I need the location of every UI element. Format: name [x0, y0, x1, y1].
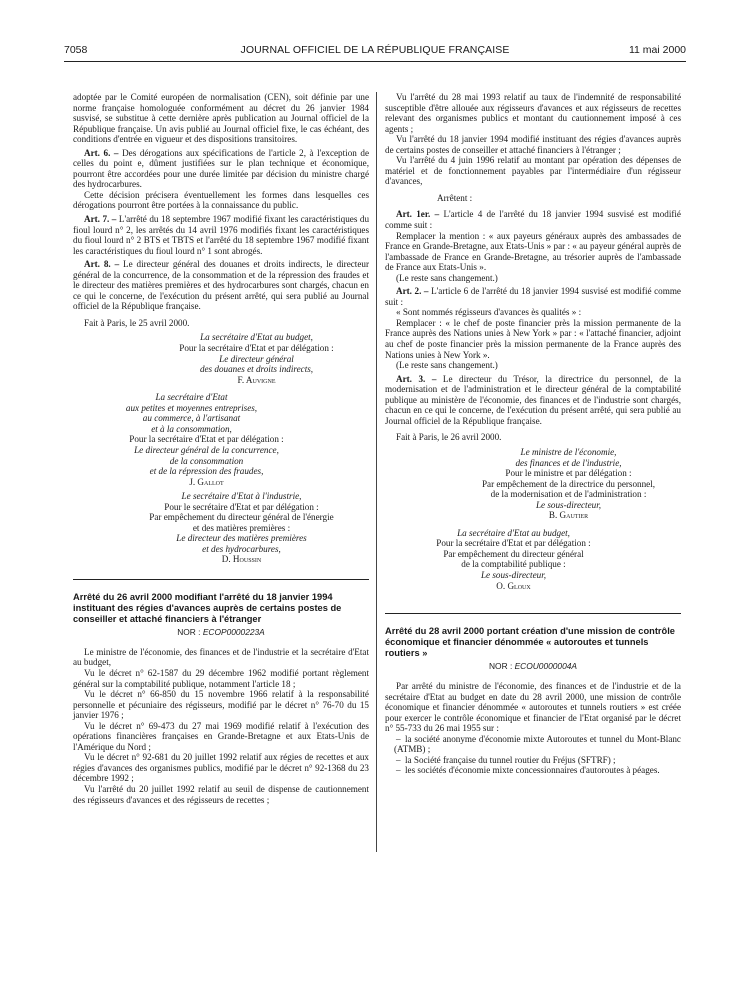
article-label: Art. 2. – — [396, 286, 429, 297]
paragraph: Remplacer : « le chef de poste financier près la mission permanente de la France auprès des Nations unies à New York » par : « l'attaché financier, adjoint au chef de poste financier près la mission permanente de la France auprès des Nations unies à New York ». — [385, 317, 681, 360]
paragraph: Remplacer la mention : « aux payeurs généraux auprès des ambassades de France en Grande-Bretagne, aux Etats-Unis » par : « au payeur général auprès de l'ambassade de France en Grande-Bretagne, au trésorier auprès de l'ambassade de France aux Etats-Unis ». — [385, 230, 681, 273]
visa-paragraph: Vu l'arrêté du 18 janvier 1994 modifié instituant des régies d'avances auprès de certains postes de conseiller et attaché financiers à l'étranger ; — [385, 134, 681, 155]
visa-paragraph: Vu le décret n° 69-473 du 27 mai 1969 modifié relatif à l'exécution des opérations financières françaises en Grande-Bretagne et aux Etats-Unis de l'Amérique du Nord ; — [73, 720, 369, 752]
article-text: Des dérogations aux spécifications de l'article 2, à l'exception de celles du point e, dûment justifiées sur le plan technique et économique, pourront être accordées pour une durée limitée par décision du ministre chargé des hydrocarbures. — [73, 147, 369, 190]
right-column — [385, 92, 681, 776]
article-text: L'article 4 de l'arrêté du 18 janvier 1994 susvisé est modifié comme suit : — [385, 209, 681, 231]
signature-line: Pour la secrétaire d'Etat et par délégation : — [436, 538, 591, 549]
nor-reference — [73, 627, 369, 638]
article-label: Art. 7. – — [84, 214, 117, 225]
paragraph: « Sont nommés régisseurs d'avances ès qualités » : — [396, 307, 582, 318]
visa-paragraph: Vu l'arrêté du 28 mai 1993 relatif au taux de l'indemnité de responsabilité susceptible d'être allouée aux régisseurs d'avances et aux régisseurs de recettes relevant des organismes publics et montant du cautionnement imposé à ces agents ; — [385, 92, 681, 134]
signature-line: Le directeur général de la concurrence, — [134, 444, 279, 455]
paragraph: (Le reste sans changement.) — [396, 360, 498, 371]
paragraph: Par arrêté du ministre de l'économie, des finances et de l'industrie et de la secrétaire d'Etat au budget en date du 28 avril 2000, une mission de contrôle économique et financier dénommée « autoroutes et tunnels routiers » est créée pour exercer le contrôle économique et financier de l'Etat organisé par le décret n° 55-733 du 26 mai 1955 sur : — [385, 681, 681, 734]
signature-line: et à la consommation, — [151, 423, 232, 434]
signature-line: de la consommation — [169, 455, 244, 466]
signature-date: Fait à Paris, le 26 avril 2000. — [396, 432, 502, 443]
article-6 — [73, 148, 369, 190]
article-text: Le directeur du Trésor, la directrice du personnel, de la modernisation et de l'administration et le directeur général de la comptabilité publique au ministère de l'économie, des finances et de l'industrie sont chargés, chacun en ce qui le concerne, de l'exécution du présent arrêté, qui sera publié au Journal officiel de la République française. — [385, 373, 681, 426]
signatory-name: D. Houssin — [221, 554, 262, 565]
article-text: L'arrêté du 18 septembre 1967 modifié fixant les caractéristiques du fioul lourd n° 2, les arrêtés du 14 avril 1976 modifiés fixant les caractéristiques du fioul lourd n° 2 BTS et TBTS et l'arrêté du 18 septembre 1967 modifié fixant les caractéristiques du fioul lourd n° 1 sont abrogés. — [73, 214, 370, 256]
signature-line: de la comptabilité publique : — [461, 559, 566, 570]
signature-line: des douanes et droits indirects, — [199, 364, 314, 375]
signatory-name: O. Gloux — [496, 580, 531, 591]
signatory-name: J. Gallot — [189, 476, 224, 487]
signature-line: Le secrétaire d'Etat à l'industrie, — [181, 491, 302, 502]
header-rule — [64, 61, 686, 62]
signature-line: Le ministre de l'économie, — [520, 446, 617, 457]
article-8 — [73, 259, 369, 312]
signatory-name: F. Auvigne — [237, 374, 276, 385]
nor-label: NOR : — [489, 661, 515, 672]
article-3 — [385, 374, 681, 427]
signature-line: Pour la secrétaire d'Etat et par délégation : — [179, 343, 334, 354]
article-1 — [385, 209, 681, 230]
list-item: – les sociétés d'économie mixte concessionnaires d'autoroutes à péages. — [385, 765, 681, 776]
signature-line: Le sous-directeur, — [535, 499, 602, 510]
nor-reference — [385, 661, 681, 672]
decree-title: Arrêté du 26 avril 2000 modifiant l'arrêté du 18 janvier 1994 instituant des régies d'avances auprès de certains postes de conseiller et attaché financiers à l'étranger — [73, 579, 369, 624]
signature-line: et des hydrocarbures, — [202, 543, 281, 554]
article-text: L'article 6 de l'arrêté du 18 janvier 1994 susvisé est modifié comme suit : — [385, 286, 681, 307]
article-text: Le directeur général des douanes et droits indirects, le directeur général de la concurrence, de la consommation et de la répression des fraudes et le directeur des matières premières et des hydrocarbures sont chargés, chacun en ce qui le concerne, de l'exécution du présent arrêté, qui sera publié au Journal officiel de la République française. — [73, 259, 369, 312]
signature-block-budget — [385, 528, 681, 591]
paragraph: adoptée par le Comité européen de normalisation (CEN), soit définie par une norme française homologuée conformément au décret du 26 janvier 1984 susvisé, se substitue à cette dernière après publication au Journal officiel de la République française. Un avis publié au Journal officiel fixe, le cas échéant, des conditions d'entrée en vigueur et des dispositions transitoires. — [73, 92, 369, 145]
signature-line: Le directeur des matières premières — [176, 533, 307, 544]
signature-line: Le directeur général — [219, 353, 294, 364]
article-7 — [73, 214, 369, 256]
nor-label: NOR : — [177, 627, 203, 638]
article-label: Art. 1er. – — [396, 209, 440, 220]
signature-line: des finances et de l'industrie, — [515, 457, 622, 468]
signature-line: Pour le ministre et par délégation : — [505, 468, 632, 479]
signature-line: La secrétaire d'Etat — [155, 392, 228, 403]
signature-block-commerce — [73, 392, 369, 487]
signature-line: Par empêchement de la directrice du personnel, — [481, 478, 656, 489]
article-label: Art. 3. – — [396, 373, 437, 384]
signature-line: Le sous-directeur, — [480, 569, 547, 580]
left-column — [73, 92, 369, 805]
journal-title: JOURNAL OFFICIEL DE LA RÉPUBLIQUE FRANÇAISE — [240, 44, 510, 56]
issue-date: 11 mai 2000 — [628, 44, 686, 56]
signature-line: Pour le secrétaire d'Etat et par délégation : — [164, 501, 319, 512]
visa-paragraph: Le ministre de l'économie, des finances et de l'industrie et la secrétaire d'Etat au budget, — [73, 646, 369, 668]
visa-paragraph: Vu le décret n° 92-681 du 20 juillet 1992 relatif aux régies de recettes et aux régies d'avances des organismes publics, modifié par le décret n° 92-1368 du 23 décembre 1992 ; — [73, 752, 369, 784]
signature-line: Pour la secrétaire d'Etat et par délégation : — [129, 434, 284, 445]
nor-code: ECOU0000004A — [514, 661, 577, 672]
signature-block-budget — [73, 332, 369, 385]
list-item: – la société anonyme d'économie mixte Autoroutes et tunnel du Mont-Blanc (ATMB) ; — [385, 734, 681, 755]
visa-paragraph: Vu l'arrêté du 4 juin 1996 relatif au montant par opération des dépenses de matériel et de fonctionnement payables par l'intermédiaire d'un régisseur d'avances, — [385, 155, 681, 187]
arretent-heading: Arrêtent : — [437, 192, 473, 203]
signature-block-industrie — [73, 491, 369, 565]
signature-line: La secrétaire d'Etat au budget, — [200, 332, 313, 343]
signature-line: aux petites et moyennes entreprises, — [125, 402, 258, 413]
page-number: 7058 — [64, 44, 88, 56]
visa-paragraph: Vu le décret n° 66-850 du 15 novembre 1966 relatif à la responsabilité personnelle et pécuniaire des régisseurs, modifié par le décret n° 76-70 du 15 janvier 1976 ; — [73, 689, 369, 721]
page-header — [64, 44, 686, 60]
signature-line: La secrétaire d'Etat au budget, — [457, 527, 570, 538]
signature-line: au commerce, à l'artisanat — [142, 413, 241, 424]
article-2 — [385, 286, 681, 307]
paragraph: (Le reste sans changement.) — [396, 272, 498, 283]
article-label: Art. 8. – — [84, 259, 120, 270]
signature-line: de la modernisation et de l'administration : — [490, 489, 647, 500]
list-item: – la Société française du tunnel routier du Fréjus (SFTRF) ; — [385, 755, 681, 766]
signature-line: et de la répression des fraudes, — [149, 466, 264, 477]
signature-line: Par empêchement du directeur général de l'énergie — [149, 512, 334, 523]
signature-line: et des matières premières : — [192, 522, 291, 533]
column-divider — [376, 92, 377, 852]
signature-line: Par empêchement du directeur général — [443, 548, 584, 559]
decree-title: Arrêté du 28 avril 2000 portant création d'une mission de contrôle économique et financier dénommée « autoroutes et tunnels routiers » — [385, 613, 681, 658]
signature-block-ministre — [385, 447, 681, 521]
visa-paragraph: Vu l'arrêté du 20 juillet 1992 relatif au seuil de dispense de cautionnement des régisseurs d'avances et des régisseurs de recettes ; — [73, 784, 369, 805]
signature-date: Fait à Paris, le 25 avril 2000. — [84, 317, 190, 328]
paragraph: Cette décision précisera éventuellement les formes dans lesquelles ces dérogations pourront être portées à la connaissance du public. — [73, 189, 369, 211]
nor-code: ECOP0000223A — [202, 627, 265, 638]
visa-paragraph: Vu le décret n° 62-1587 du 29 décembre 1962 modifié portant règlement général sur la comptabilité publique, notamment l'article 18 ; — [73, 668, 369, 689]
signatory-name: B. Gautier — [548, 510, 589, 521]
article-label: Art. 6. – — [84, 147, 119, 158]
